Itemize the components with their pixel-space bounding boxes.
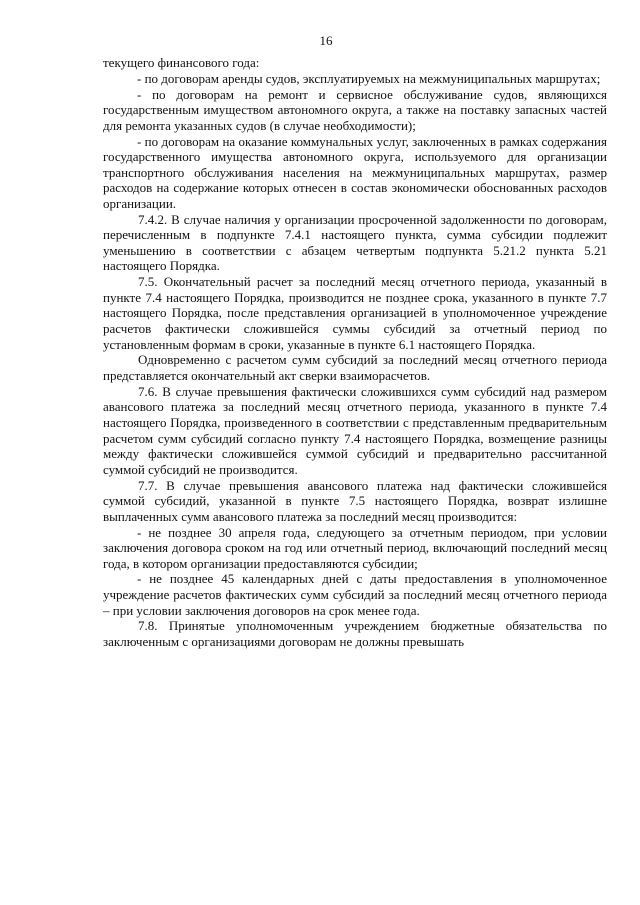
list-item: - по договорам на оказание коммунальных услуг, заключенных в рамках содержания государственного имущества автономного округа, используемого для организации транспортного обслуживания населения на межмуниципальных маршрутах, размер расходов на содержание которых отнесен в состав экономически обоснованных расходов организации. [103,133,607,211]
list-item: - по договорам на ремонт и сервисное обслуживание судов, являющихся государственным имуществом автономного округа, а также на поставку запасных частей для ремонта указанных судов (в случае необходимости); [103,86,607,133]
paragraph: 7.4.2. В случае наличия у организации просроченной задолженности по договорам, перечисленным в подпункте 7.4.1 настоящего пункта, сумма субсидии подлежит уменьшению в соответствии с абзацем четвертым подпункта 5.21.2 пункта 5.21 настоящего Порядка. [103,211,607,274]
paragraph: 7.6. В случае превышения фактически сложившихся сумм субсидий над размером авансового платежа за последний месяц отчетного периода, указанного в пункте 7.4 настоящего Порядка, произведенного в соответствии с представленным предварительным расчетом сумм субсидий согласно пункту 7.4 настоящего Порядка, возмещение разницы между фактически сложившейся суммой субсидий и предварительно рассчитанной суммой субсидий не производится. [103,383,607,477]
list-item: - по договорам аренды судов, эксплуатируемых на межмуниципальных маршрутах; [137,70,601,86]
paragraph: 7.8. Принятые уполномоченным учреждением бюджетные обязательства по заключенным с организациями договорам не должны превышать [103,618,607,650]
paragraph: Одновременно с расчетом сумм субсидий за последний месяц отчетного периода представляется окончательный акт сверки взаиморасчетов. [103,352,607,383]
paragraph: 7.5. Окончательный расчет за последний месяц отчетного периода, указанный в пункте 7.4 настоящего Порядка, производится не позднее срока, указанного в пункте 7.7 настоящего Порядка, после представления организацией в уполномоченное учреждение расчетов фактически сложившейся суммы субсидий за отчетный период по установленным формам в сроки, указанные в пункте 6.1 настоящего Порядка. [103,274,607,352]
list-item: - не позднее 45 календарных дней с даты предоставления в уполномоченное учреждение расчетов фактических сумм субсидий за последний месяц отчетного периода – при условии заключения договоров на срок менее года. [103,571,607,618]
paragraph: 7.7. В случае превышения авансового платежа над фактически сложившейся суммой субсидий, указанной в пункте 7.5 настоящего Порядка, возврат излишне выплаченных сумм авансового платежа за последний месяц производится: [103,477,607,524]
page-number: 16 [319,33,333,48]
list-item: - не позднее 30 апреля года, следующего за отчетным периодом, при условии заключения договора сроком на год или отчетный период, включающий последний месяц года, в котором организации предоставляются субсидии; [103,524,607,571]
paragraph: текущего финансового года: [103,55,260,70]
document-body [103,55,607,650]
